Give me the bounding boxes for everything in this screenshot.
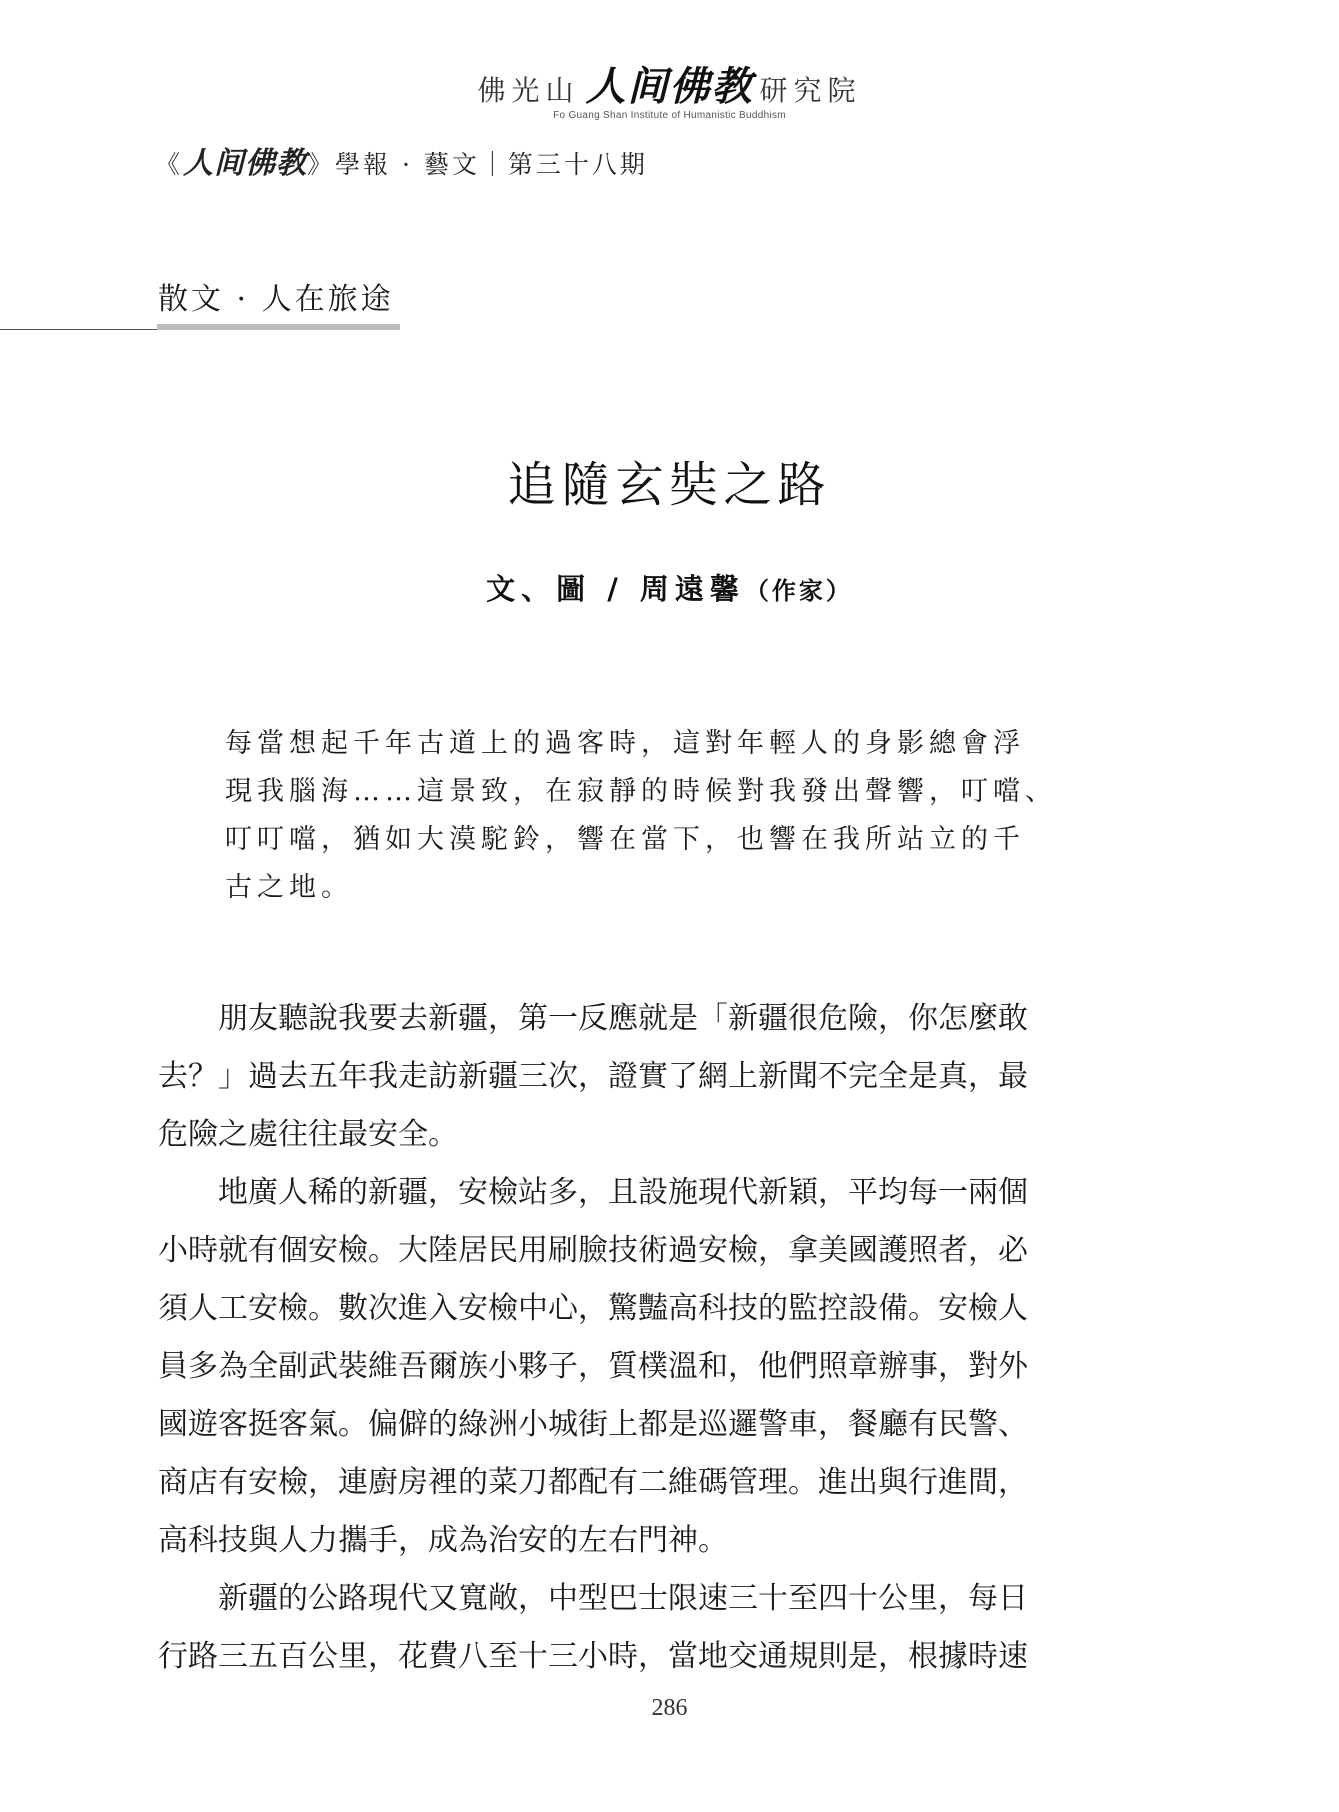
masthead-right: 研究院	[759, 74, 862, 107]
epigraph-line: 古之地。	[225, 872, 353, 903]
journal-issue: 》學報 · 藝文｜第三十八期	[307, 150, 648, 179]
page-number: 286	[651, 1695, 688, 1721]
epigraph	[225, 720, 1085, 912]
masthead-title	[0, 55, 1339, 112]
epigraph-line: 叮叮噹，猶如大漠駝鈴，響在當下，也響在我所站立的千	[225, 824, 1025, 855]
body-line: 危險之處往往最安全。	[158, 1117, 458, 1152]
body-line: 地廣人稀的新疆，安檢站多，且設施現代新穎，平均每一兩個	[158, 1175, 1028, 1210]
byline-role: （作家）	[744, 576, 853, 605]
epigraph-line: 每當想起千年古道上的過客時，這對年輕人的身影總會浮	[225, 728, 1025, 759]
body-line: 去？」過去五年我走訪新疆三次，證實了網上新聞不完全是真，最	[158, 1059, 1028, 1094]
journal-brand: 人间佛教	[183, 146, 308, 181]
body-line: 新疆的公路現代又寬敞，中型巴士限速三十至四十公里，每日	[158, 1581, 1028, 1616]
body-line: 小時就有個安檢。大陸居民用刷臉技術過安檢，拿美國護照者，必	[158, 1233, 1028, 1268]
article-byline	[0, 567, 1339, 608]
journal-running-header	[155, 138, 648, 182]
masthead-left: 佛光山	[477, 74, 580, 107]
body-line: 朋友聽說我要去新疆，第一反應就是「新疆很危險，你怎麼敢	[158, 1001, 1028, 1036]
article-title: 追隨玄奘之路	[507, 457, 832, 513]
byline-author: 文、圖 / 周遠馨	[486, 572, 745, 606]
epigraph-line: 現我腦海……這景致，在寂靜的時候對我發出聲響，叮噹、	[225, 776, 1057, 807]
article-body	[158, 990, 1148, 1686]
masthead	[0, 55, 1339, 121]
body-line: 國遊客挺客氣。偏僻的綠洲小城街上都是巡邏警車，餐廳有民警、	[158, 1407, 1028, 1442]
journal-open-bracket: 《	[155, 150, 184, 179]
section-rule-underline	[157, 324, 400, 330]
section-heading: 散文 · 人在旅途	[158, 282, 394, 317]
masthead-subtitle: Fo Guang Shan Institute of Humanistic Buddhism	[553, 110, 786, 121]
body-line: 高科技與人力攜手，成為治安的左右門神。	[158, 1523, 728, 1558]
body-line: 行路三五百公里，花費八至十三小時，當地交通規則是，根據時速	[158, 1639, 1028, 1674]
body-line: 須人工安檢。數次進入安檢中心，驚豔高科技的監控設備。安檢人	[158, 1291, 1028, 1326]
body-line: 員多為全副武裝維吾爾族小夥子，質樸溫和，他們照章辦事，對外	[158, 1349, 1028, 1384]
body-line: 商店有安檢，連廚房裡的菜刀都配有二維碼管理。進出與行進間，	[158, 1465, 1028, 1500]
masthead-brand-logotype: 人间佛教	[585, 64, 754, 110]
